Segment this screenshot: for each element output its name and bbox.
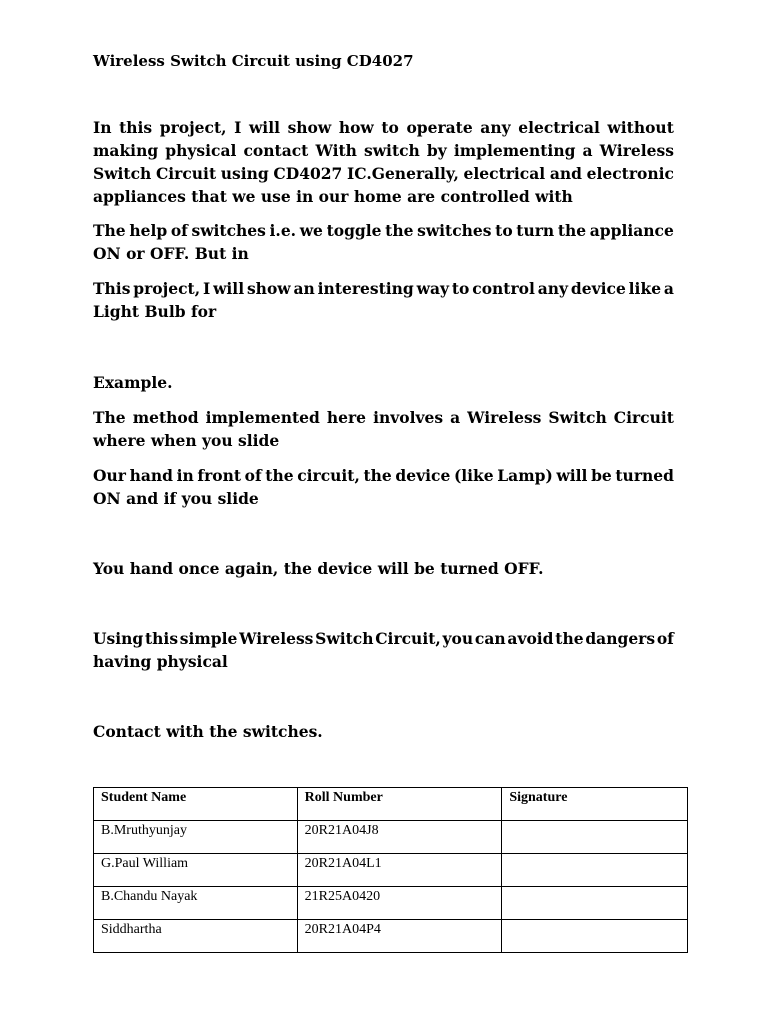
text-line: Example.: [93, 373, 173, 392]
text-line: having physical: [93, 652, 228, 671]
cell-roll-number: 20R21A04J8: [297, 821, 502, 854]
cell-roll-number: 20R21A04P4: [297, 920, 502, 953]
cell-signature: [502, 854, 688, 887]
student-table: [93, 787, 688, 953]
paragraph-turned-off: [93, 557, 674, 580]
text-line: ON and if you slide: [93, 489, 259, 508]
table-header-row: [94, 788, 688, 821]
column-header-signature: Signature: [502, 788, 688, 821]
paragraph-example: [93, 371, 674, 394]
column-header-roll-number: Roll Number: [297, 788, 502, 821]
paragraph-intro: [93, 116, 674, 208]
cell-student-name: G.Paul William: [94, 854, 298, 887]
text-line: where when you slide: [93, 431, 280, 450]
text-line: making physical contact With switch by implementing a Wireless: [93, 141, 674, 160]
cell-signature: [502, 887, 688, 920]
cell-roll-number: 21R25A0420: [297, 887, 502, 920]
paragraph-avoid-dangers: [93, 627, 674, 673]
paragraph-interesting-way: [93, 277, 674, 323]
table-row: [94, 854, 688, 887]
text-line: Light Bulb for: [93, 302, 217, 321]
text-line: In this project, I will show how to operate any electrical without: [93, 118, 674, 137]
table-row: [94, 887, 688, 920]
column-header-student-name: Student Name: [94, 788, 298, 821]
text-line: Our hand in front of the circuit, the device (like Lamp) will be turned: [93, 466, 674, 485]
text-line: Switch Circuit using CD4027 IC.Generally, electrical and electronic: [93, 164, 674, 183]
table-row: [94, 821, 688, 854]
text-line: You hand once again, the device will be turned OFF.: [93, 559, 544, 578]
paragraph-hand-front: [93, 464, 674, 510]
text-line: Using this simple Wireless Switch Circuit, you can avoid the dangers of: [93, 629, 674, 648]
paragraph-method: [93, 406, 674, 452]
paragraph-switches: [93, 219, 674, 265]
cell-signature: [502, 821, 688, 854]
table-row: [94, 920, 688, 953]
text-line: This project, I will show an interesting way to control any device like a: [93, 279, 674, 298]
cell-student-name: B.Mruthyunjay: [94, 821, 298, 854]
cell-student-name: Siddhartha: [94, 920, 298, 953]
text-line: appliances that we use in our home are controlled with: [93, 187, 573, 206]
document-title: Wireless Switch Circuit using CD4027: [93, 52, 414, 70]
text-line: ON or OFF. But in: [93, 244, 249, 263]
cell-student-name: B.Chandu Nayak: [94, 887, 298, 920]
cell-roll-number: 20R21A04L1: [297, 854, 502, 887]
text-line: The method implemented here involves a Wireless Switch Circuit: [93, 408, 674, 427]
text-line: The help of switches i.e. we toggle the switches to turn the appliance: [93, 221, 674, 240]
text-line: Contact with the switches.: [93, 722, 323, 741]
paragraph-contact: [93, 720, 674, 743]
cell-signature: [502, 920, 688, 953]
